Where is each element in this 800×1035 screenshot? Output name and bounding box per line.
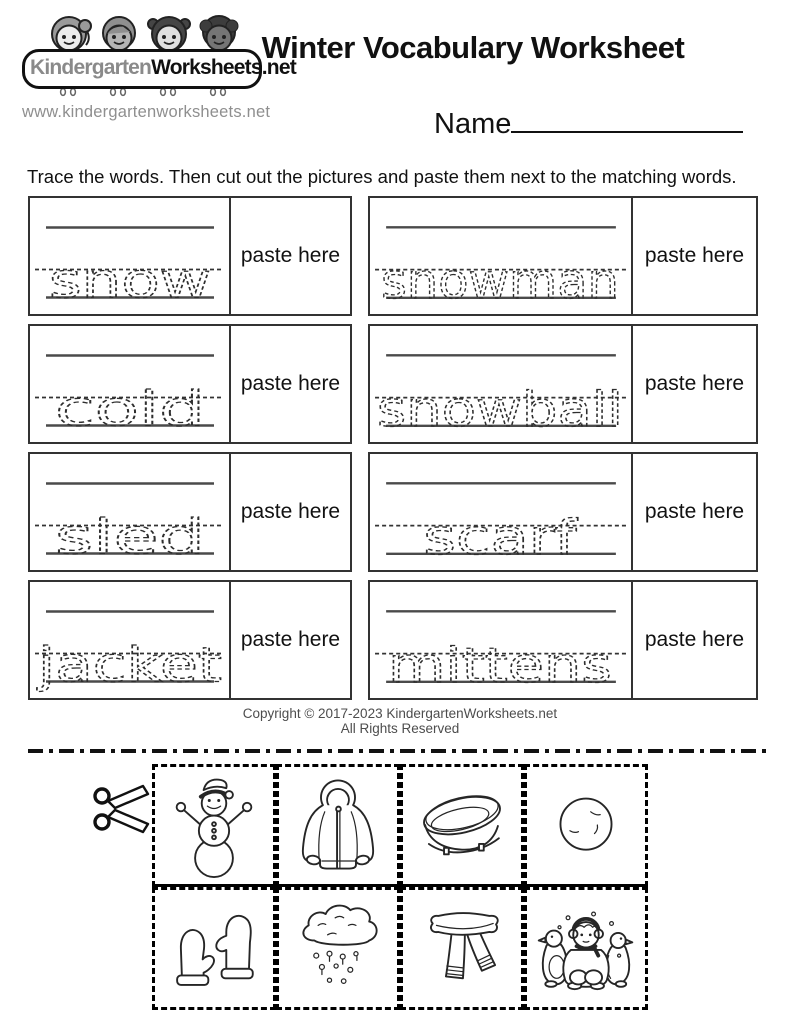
copyright-line: Copyright © 2017-2023 KindergartenWorksheets.net [242,706,558,721]
trace-cell[interactable] [30,326,229,442]
picture-mittens[interactable] [152,887,276,1010]
snowman-icon [162,774,266,878]
svg-text:cold: cold [55,381,205,438]
picture-cold[interactable] [524,887,648,1010]
svg-text:snow: snow [49,253,211,310]
trace-word-cold [30,326,229,442]
svg-text:snowman: snowman [381,253,619,310]
trace-row-2 [28,324,758,444]
picture-sled[interactable] [400,764,524,887]
cold-child-penguins-icon [534,897,638,1001]
name-label: Name [434,108,512,140]
trace-cell[interactable] [30,198,229,314]
trace-word-scarf [370,454,631,570]
paste-here-cell[interactable]: paste here [631,326,756,442]
picture-snowball[interactable] [524,764,648,887]
trace-cell[interactable] [370,326,631,442]
trace-word-snowman [370,198,631,314]
picture-scarf[interactable] [400,887,524,1010]
trace-cell[interactable] [30,582,229,698]
paste-here-cell[interactable]: paste here [631,454,756,570]
instruction-text: Trace the words. Then cut out the pictures and paste them next to the matching words. [27,166,737,187]
name-blank-field[interactable] [511,101,743,133]
logo [22,4,296,122]
trace-cell[interactable] [30,454,229,570]
word-box-sled [28,452,352,572]
trace-word-grid [28,196,758,708]
word-box-mittens [368,580,758,700]
trace-word-snow [30,198,229,314]
trace-word-sled [30,454,229,570]
word-box-snowman [368,196,758,316]
trace-word-snowball [370,326,631,442]
picture-snowman[interactable] [152,764,276,887]
trace-row-3 [28,452,758,572]
logo-feet-illustration [29,88,255,98]
rights-line: All Rights Reserved [340,721,460,736]
paste-here-cell[interactable]: paste here [229,326,350,442]
paste-here-cell[interactable]: paste here [631,582,756,698]
trace-row-1 [28,196,758,316]
brand-name-black: Worksheets.net [151,56,296,79]
word-box-cold [28,324,352,444]
word-box-snowball [368,324,758,444]
trace-cell[interactable] [370,454,631,570]
grid-row-separator [152,884,648,887]
svg-text:snowball: snowball [377,381,623,438]
logo-banner [22,49,296,89]
website-url: www.kindergartenworksheets.net [22,103,271,121]
page-title: Winter Vocabulary Worksheet [261,30,685,65]
jacket-icon [286,774,390,878]
mittens-icon [162,897,266,1001]
kid-girl-pigtails [148,17,190,51]
paste-here-cell[interactable]: paste here [631,198,756,314]
copyright-notice [0,706,800,736]
trace-row-4 [28,580,758,700]
paste-here-cell[interactable]: paste here [229,582,350,698]
word-box-scarf [368,452,758,572]
svg-text:scarf: scarf [423,509,578,566]
svg-text:jacket: jacket [36,637,222,694]
svg-text:mittens: mittens [388,637,612,694]
trace-word-jacket [30,582,229,698]
picture-snow[interactable] [276,887,400,1010]
paste-here-cell[interactable]: paste here [229,454,350,570]
snow-cloud-icon [286,897,390,1001]
name-line [434,101,743,141]
trace-cell[interactable] [370,198,631,314]
cut-dash-line [28,749,772,753]
scarf-icon [410,897,514,1001]
brand-name-gray: Kindergarten [30,56,152,79]
svg-text:sled: sled [55,509,205,566]
sled-icon [410,774,514,878]
cutout-picture-grid [152,764,648,1010]
snowball-icon [534,774,638,878]
word-box-jacket [28,580,352,700]
picture-jacket[interactable] [276,764,400,887]
word-box-snow [28,196,352,316]
paste-here-cell[interactable]: paste here [229,198,350,314]
trace-cell[interactable] [370,582,631,698]
kid-girl-gray [52,17,91,51]
scissors-icon [91,779,155,839]
trace-word-mittens [370,582,631,698]
